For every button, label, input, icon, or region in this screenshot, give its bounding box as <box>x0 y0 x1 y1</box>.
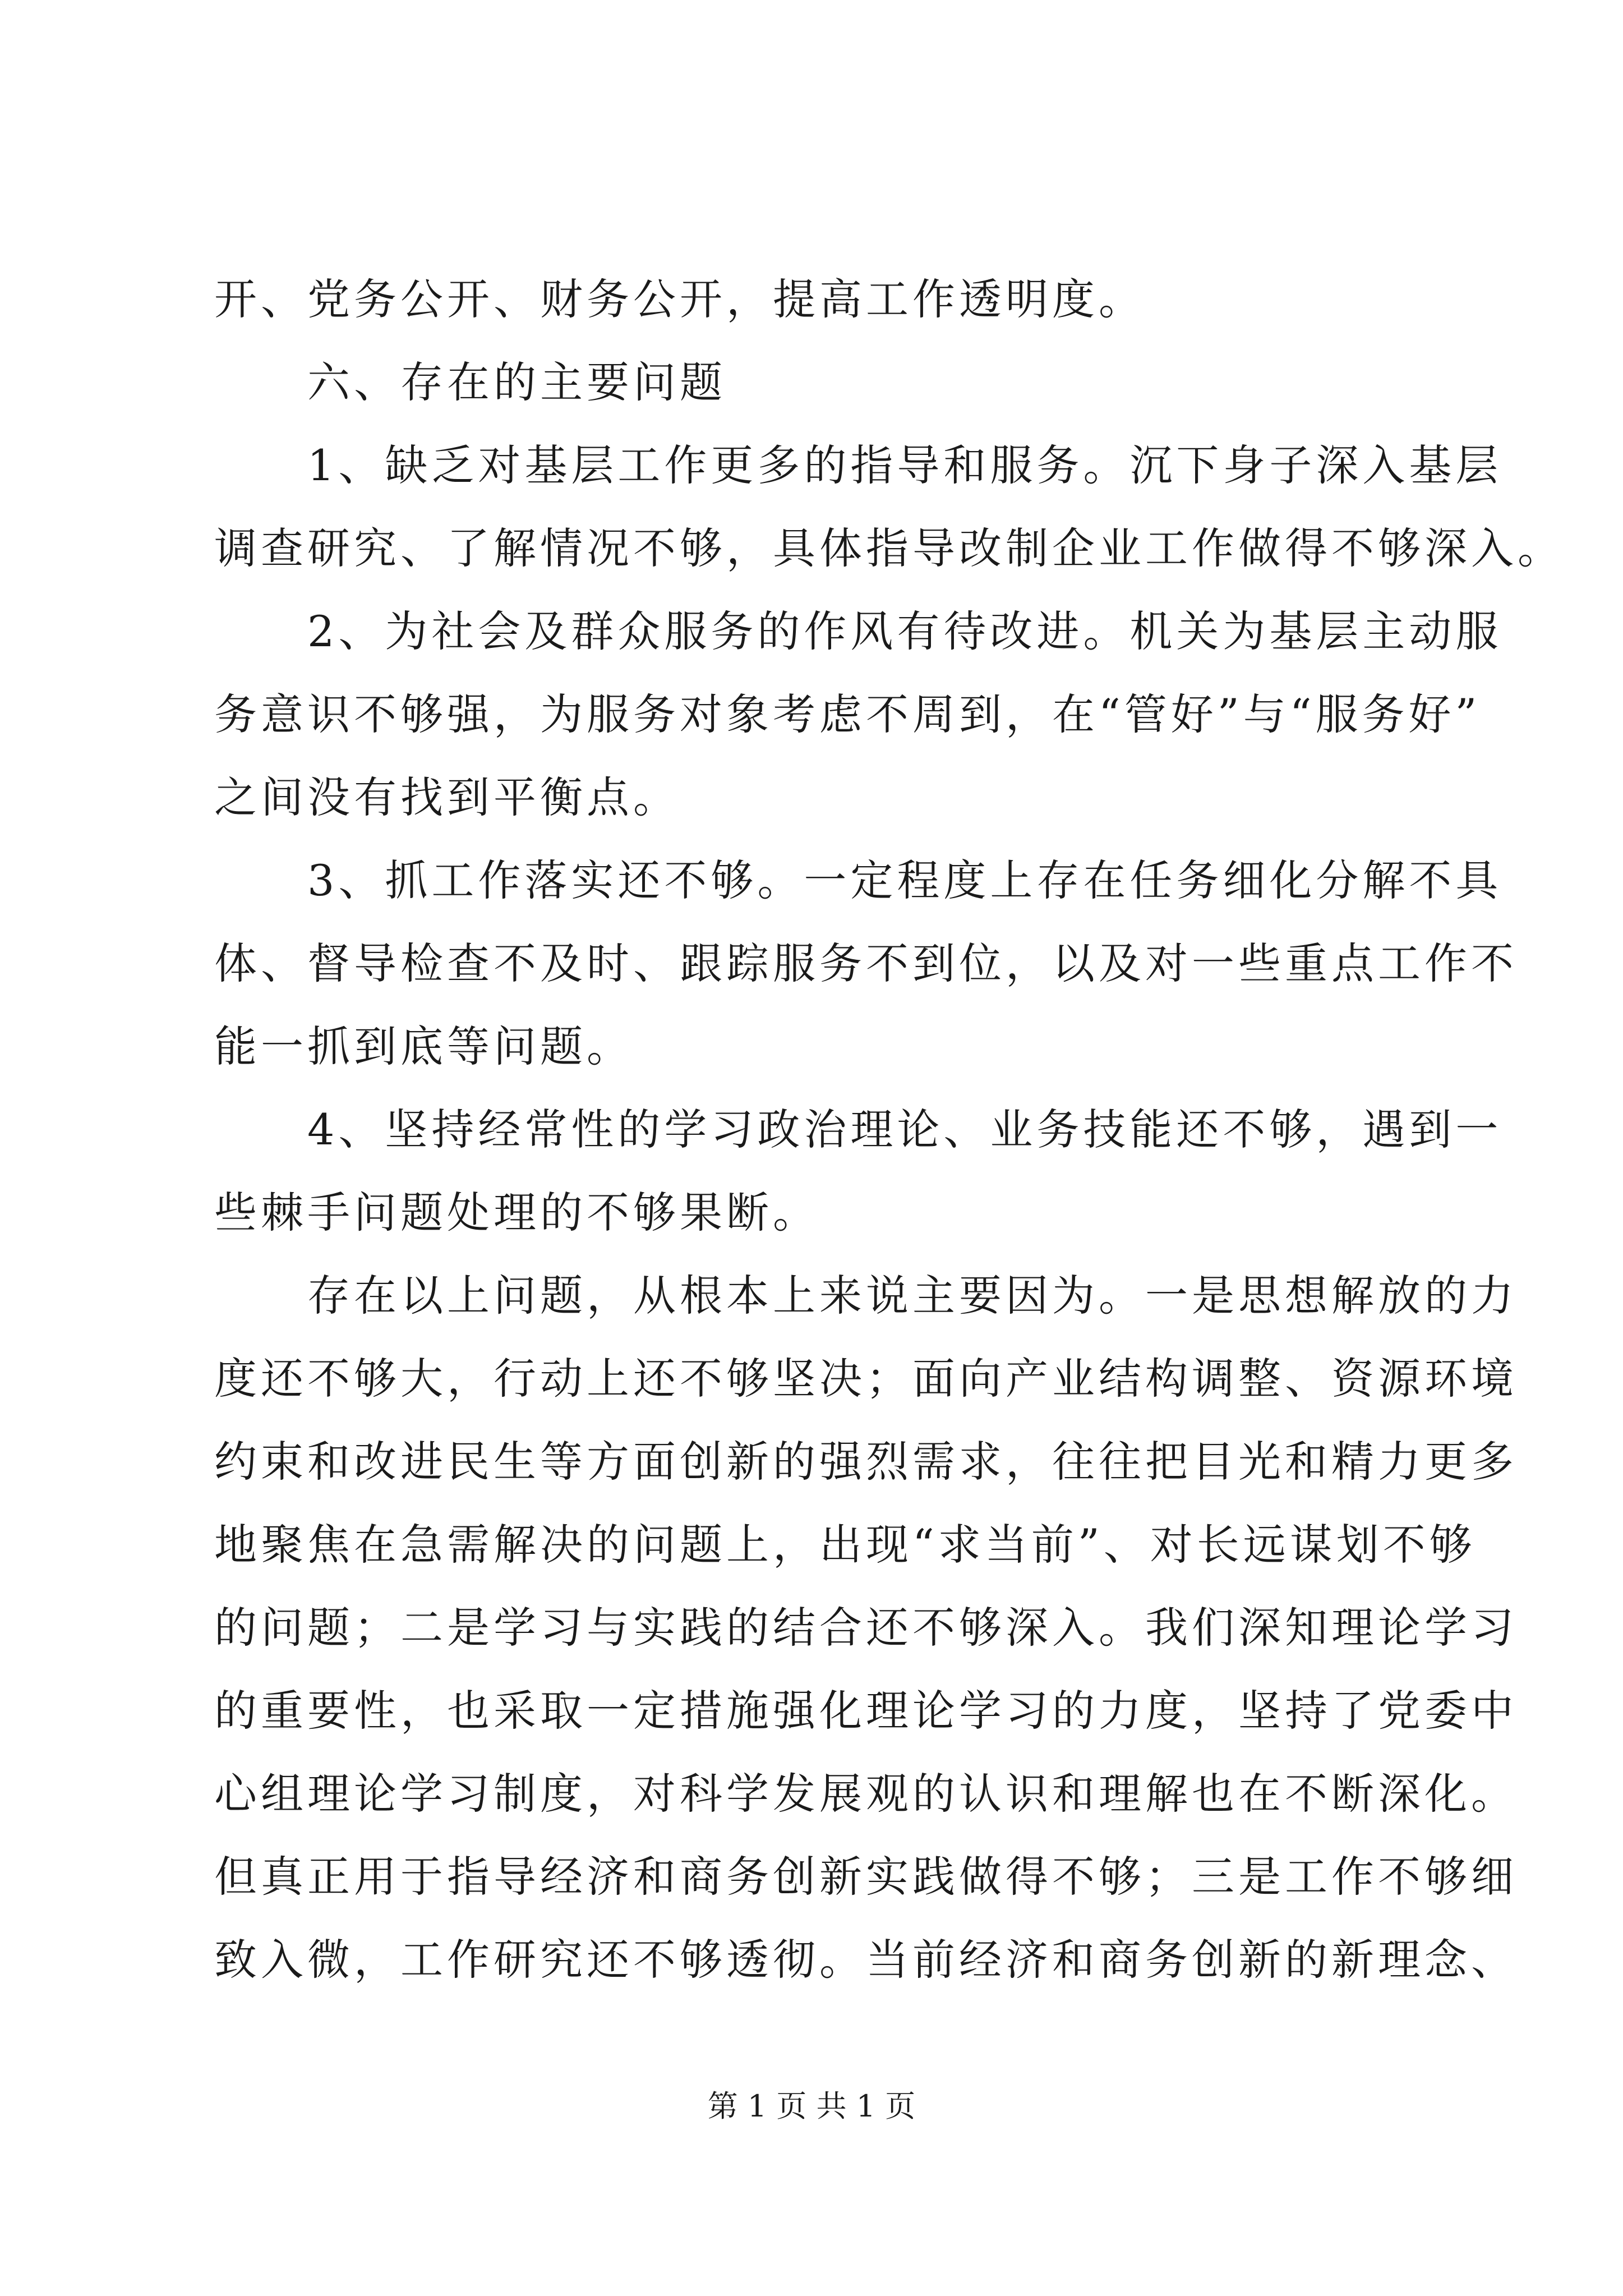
text-line: 开、党务公开、财务公开，提高工作透明度。 <box>214 274 1145 324</box>
text-line: 致入微，工作研究还不够透彻。当前经济和商务创新的新理念、 <box>214 1935 1518 1985</box>
text-line: 约束和改进民生等方面创新的强烈需求，往往把目光和精力更多 <box>214 1437 1518 1487</box>
text-line: 2、为社会及群众服务的作风有待改进。机关为基层主动服 <box>214 606 1502 656</box>
text-line: 体、督导检查不及时、跟踪服务不到位，以及对一些重点工作不 <box>214 938 1518 988</box>
text-line: 心组理论学习制度，对科学发展观的认识和理解也在不断深化。 <box>214 1769 1518 1819</box>
text-line: 存在以上问题，从根本上来说主要因为。一是思想解放的力 <box>214 1271 1518 1320</box>
text-line: 之间没有找到平衡点。 <box>214 772 680 822</box>
text-line: 1、缺乏对基层工作更多的指导和服务。沉下身子深入基层 <box>214 440 1502 490</box>
text-line: 的重要性，也采取一定措施强化理论学习的力度，坚持了党委中 <box>214 1686 1518 1736</box>
page-number: 第 1 页 共 1 页 <box>707 2088 916 2124</box>
section-heading: 六、存在的主要问题 <box>214 357 726 407</box>
page-footer <box>0 2081 1623 2132</box>
text-line: 能一抓到底等问题。 <box>214 1022 633 1071</box>
text-line: 调查研究、了解情况不够，具体指导改制企业工作做得不够深入。 <box>214 523 1564 573</box>
text-line: 4、坚持经常性的学习政治理论、业务技能还不够，遇到一 <box>214 1105 1502 1154</box>
text-line: 但真正用于指导经济和商务创新实践做得不够；三是工作不够细 <box>214 1852 1518 1902</box>
text-line: 地聚焦在急需解决的问题上，出现“求当前”、对长远谋划不够 <box>214 1520 1476 1570</box>
document-body <box>214 258 1564 2001</box>
text-line: 3、抓工作落实还不够。一定程度上存在任务细化分解不具 <box>214 855 1502 905</box>
text-line: 度还不够大，行动上还不够坚决；面向产业结构调整、资源环境 <box>214 1354 1518 1404</box>
text-line: 的问题；二是学习与实践的结合还不够深入。我们深知理论学习 <box>214 1603 1518 1653</box>
text-line: 些棘手问题处理的不够果断。 <box>214 1188 819 1237</box>
text-line: 务意识不够强，为服务对象考虑不周到，在“管好”与“服务好” <box>214 689 1481 739</box>
